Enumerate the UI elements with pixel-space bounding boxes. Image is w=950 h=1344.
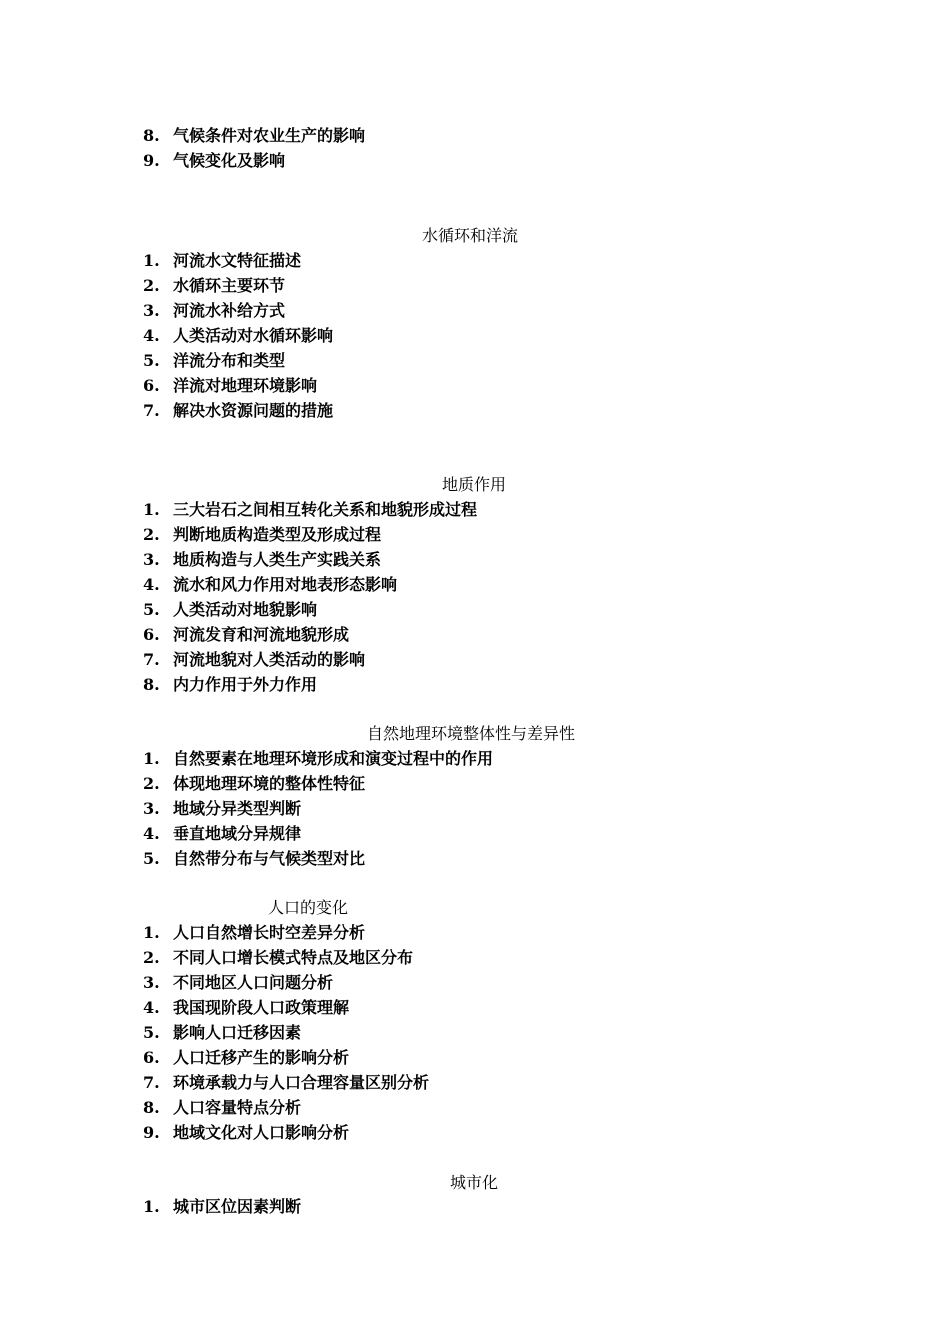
list-item bbox=[143, 1096, 301, 1120]
list-item bbox=[143, 623, 349, 647]
item-number: 4. bbox=[143, 326, 160, 345]
item-text: 自然带分布与气候类型对比 bbox=[173, 849, 366, 868]
list-item bbox=[143, 1121, 349, 1145]
item-number: 1. bbox=[143, 923, 160, 942]
list-item bbox=[143, 274, 285, 298]
item-number: 7. bbox=[143, 401, 160, 420]
item-number: 5. bbox=[143, 600, 160, 619]
item-number: 9. bbox=[143, 151, 160, 170]
item-text: 人口迁移产生的影响分析 bbox=[173, 1048, 350, 1067]
item-text: 河流水补给方式 bbox=[173, 301, 286, 320]
list-item bbox=[143, 822, 301, 846]
item-text: 自然要素在地理环境形成和演变过程中的作用 bbox=[173, 749, 494, 768]
list-item bbox=[143, 1071, 429, 1095]
item-number: 1. bbox=[143, 749, 160, 768]
list-item bbox=[143, 349, 285, 373]
list-item bbox=[143, 772, 365, 796]
list-item bbox=[143, 1046, 349, 1070]
list-item bbox=[143, 523, 381, 547]
item-text: 流水和风力作用对地表形态影响 bbox=[173, 575, 398, 594]
list-item bbox=[143, 598, 317, 622]
item-number: 6. bbox=[143, 625, 160, 644]
item-number: 4. bbox=[143, 824, 160, 843]
item-number: 6. bbox=[143, 376, 160, 395]
item-text: 影响人口迁移因素 bbox=[173, 1023, 302, 1042]
section-heading: 水循环和洋流 bbox=[422, 226, 519, 245]
item-text: 人类活动对水循环影响 bbox=[173, 326, 334, 345]
item-text: 地域分异类型判断 bbox=[173, 799, 302, 818]
item-number: 5. bbox=[143, 849, 160, 868]
list-item bbox=[143, 847, 365, 871]
item-number: 3. bbox=[143, 550, 160, 569]
item-text: 河流地貌对人类活动的影响 bbox=[173, 650, 366, 669]
item-text: 城市区位因素判断 bbox=[173, 1197, 302, 1216]
item-text: 水循环主要环节 bbox=[173, 276, 286, 295]
list-item bbox=[143, 1021, 301, 1045]
item-number: 3. bbox=[143, 799, 160, 818]
item-number: 8. bbox=[143, 675, 160, 694]
item-number: 7. bbox=[143, 650, 160, 669]
item-text: 不同地区人口问题分析 bbox=[173, 973, 334, 992]
item-number: 1. bbox=[143, 1197, 160, 1216]
item-text: 气候条件对农业生产的影响 bbox=[173, 126, 366, 145]
list-item bbox=[143, 374, 317, 398]
section-heading: 地质作用 bbox=[442, 475, 507, 494]
item-text: 体现地理环境的整体性特征 bbox=[173, 774, 366, 793]
item-number: 7. bbox=[143, 1073, 160, 1092]
item-text: 人口容量特点分析 bbox=[173, 1098, 302, 1117]
list-item bbox=[143, 573, 397, 597]
section-heading: 自然地理环境整体性与差异性 bbox=[367, 724, 576, 743]
item-number: 5. bbox=[143, 351, 160, 370]
item-number: 3. bbox=[143, 301, 160, 320]
item-number: 3. bbox=[143, 973, 160, 992]
item-text: 河流发育和河流地貌形成 bbox=[173, 625, 350, 644]
list-item bbox=[143, 946, 413, 970]
list-item bbox=[143, 548, 381, 572]
item-text: 气候变化及影响 bbox=[173, 151, 286, 170]
list-item bbox=[143, 299, 285, 323]
item-text: 河流水文特征描述 bbox=[173, 251, 302, 270]
item-text: 垂直地域分异规律 bbox=[173, 824, 302, 843]
list-item bbox=[143, 149, 285, 173]
section-heading: 人口的变化 bbox=[268, 898, 349, 917]
item-text: 三大岩石之间相互转化关系和地貌形成过程 bbox=[173, 500, 478, 519]
item-text: 洋流分布和类型 bbox=[173, 351, 286, 370]
section-heading: 城市化 bbox=[450, 1173, 499, 1192]
item-text: 环境承载力与人口合理容量区别分析 bbox=[173, 1073, 430, 1092]
item-text: 人类活动对地貌影响 bbox=[173, 600, 318, 619]
item-number: 2. bbox=[143, 948, 160, 967]
item-number: 5. bbox=[143, 1023, 160, 1042]
item-text: 我国现阶段人口政策理解 bbox=[173, 998, 350, 1017]
item-text: 内力作用于外力作用 bbox=[173, 675, 318, 694]
item-text: 地域文化对人口影响分析 bbox=[173, 1123, 350, 1142]
item-number: 4. bbox=[143, 998, 160, 1017]
item-text: 判断地质构造类型及形成过程 bbox=[173, 525, 382, 544]
list-item bbox=[143, 921, 365, 945]
item-text: 洋流对地理环境影响 bbox=[173, 376, 318, 395]
list-item bbox=[143, 124, 365, 148]
item-number: 1. bbox=[143, 251, 160, 270]
list-item bbox=[143, 324, 333, 348]
list-item bbox=[143, 996, 349, 1020]
list-item bbox=[143, 971, 333, 995]
list-item bbox=[143, 648, 365, 672]
list-item bbox=[143, 249, 301, 273]
item-number: 9. bbox=[143, 1123, 160, 1142]
item-number: 8. bbox=[143, 126, 160, 145]
list-item bbox=[143, 673, 317, 697]
item-number: 2. bbox=[143, 276, 160, 295]
item-text: 人口自然增长时空差异分析 bbox=[173, 923, 366, 942]
item-number: 6. bbox=[143, 1048, 160, 1067]
list-item bbox=[143, 498, 477, 522]
item-number: 1. bbox=[143, 500, 160, 519]
list-item bbox=[143, 747, 493, 771]
item-text: 地质构造与人类生产实践关系 bbox=[173, 550, 382, 569]
item-number: 2. bbox=[143, 525, 160, 544]
item-number: 4. bbox=[143, 575, 160, 594]
item-number: 2. bbox=[143, 774, 160, 793]
item-number: 8. bbox=[143, 1098, 160, 1117]
list-item bbox=[143, 399, 333, 423]
list-item bbox=[143, 797, 301, 821]
item-text: 解决水资源问题的措施 bbox=[173, 401, 334, 420]
list-item bbox=[143, 1195, 301, 1219]
item-text: 不同人口增长模式特点及地区分布 bbox=[173, 948, 414, 967]
